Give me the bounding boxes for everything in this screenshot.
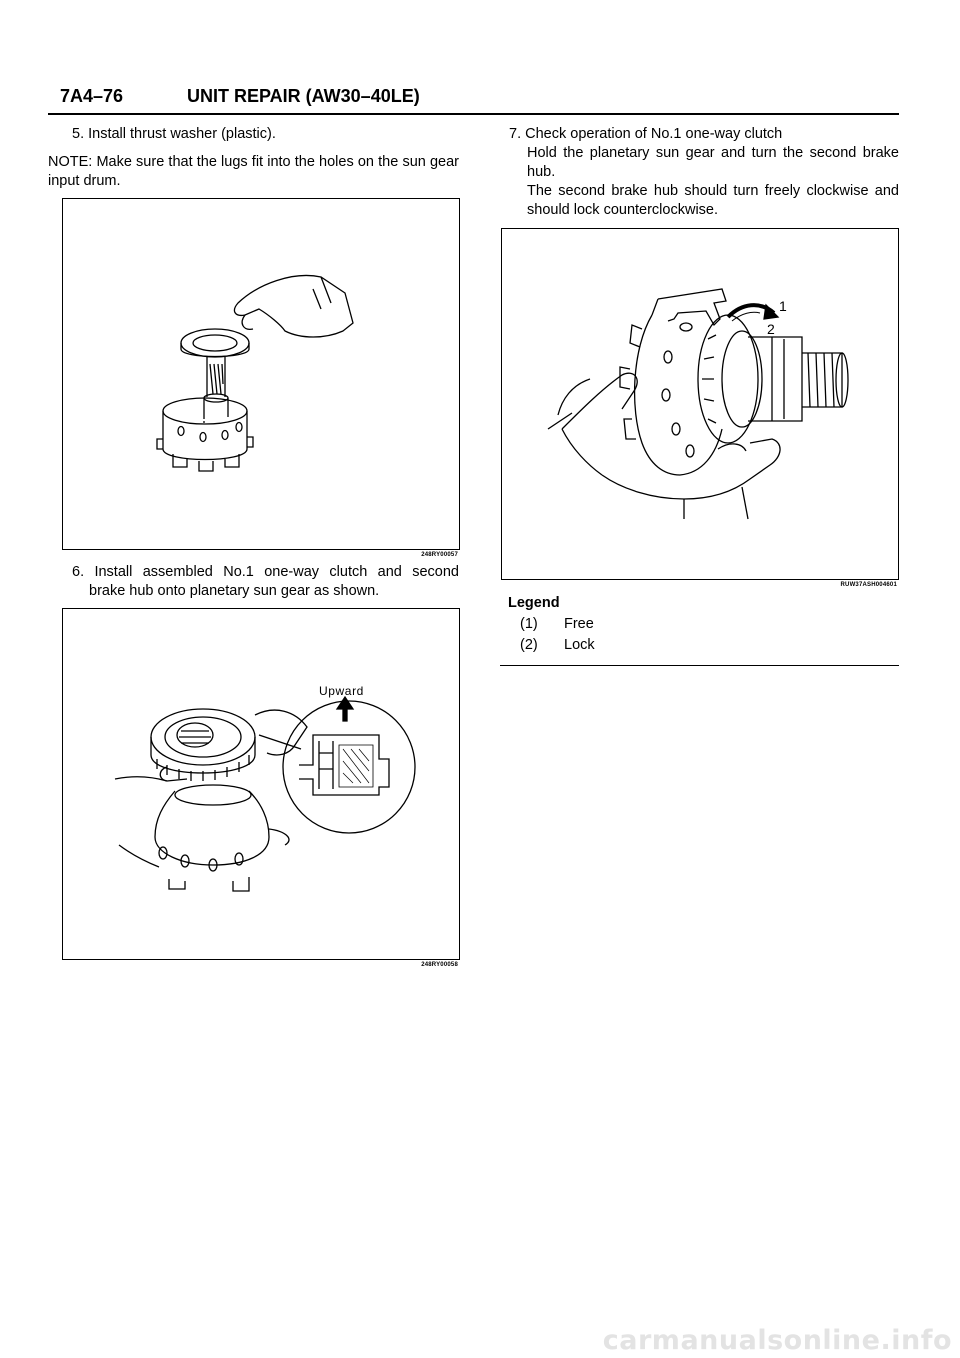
- watermark: carmanualsonline.info: [602, 1325, 952, 1356]
- legend-num: (1): [520, 616, 538, 632]
- header-rule: [48, 113, 899, 115]
- page-number: 7A4–76: [60, 86, 124, 106]
- legend-label: Lock: [564, 637, 595, 653]
- step-6-line-1: 6. Install assembled No.1 one-way clutch and second: [72, 564, 459, 580]
- step-7-para-1: Hold the planetary sun gear and turn the second brake hub.: [527, 145, 899, 180]
- page-title: UNIT REPAIR (AW30–40LE): [187, 86, 420, 106]
- step-6: [72, 563, 459, 601]
- clutch-check-illustration: [502, 229, 898, 579]
- step-7: 7. Check operation of No.1 one-way clutch: [509, 126, 783, 142]
- figure-1-id: 248RY00057: [421, 552, 458, 558]
- figure-3-id: RUW37ASH004601: [840, 582, 897, 588]
- label-2: 2: [767, 321, 775, 337]
- legend-label: Free: [564, 616, 594, 632]
- step-7-para-2: The second brake hub should turn freely clockwise and should lock counterclockwise.: [527, 183, 899, 218]
- label-1: 1: [779, 298, 787, 314]
- legend-title: Legend: [508, 595, 560, 611]
- figure-2-id: 248RY00058: [421, 962, 458, 968]
- note-text: NOTE: Make sure that the lugs fit into the holes on the sun gear input drum.: [48, 154, 459, 189]
- thrust-washer-illustration: [63, 199, 459, 549]
- legend-num: (2): [520, 637, 538, 653]
- legend-rule: [500, 665, 899, 666]
- figure-one-way-clutch-check: [501, 228, 899, 588]
- step-6-line-2: brake hub onto planetary sun gear as shown.: [89, 583, 380, 599]
- step-5: 5. Install thrust washer (plastic).: [72, 126, 276, 142]
- figure-thrust-washer: [62, 198, 460, 558]
- one-way-clutch-illustration: [63, 609, 459, 959]
- upward-label: Upward: [319, 684, 364, 698]
- figure-one-way-clutch-install: [62, 608, 460, 968]
